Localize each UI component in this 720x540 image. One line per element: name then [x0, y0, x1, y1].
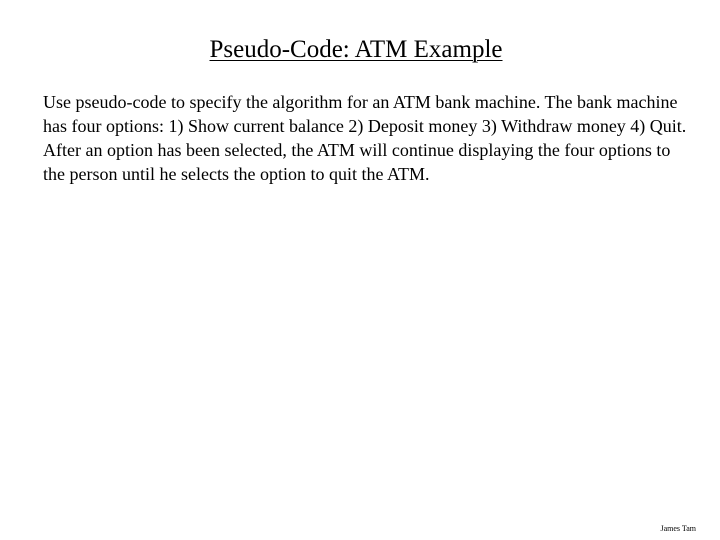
footer-author: James Tam [660, 524, 696, 533]
slide-title: Pseudo-Code: ATM Example [209, 36, 503, 63]
slide-body-text: Use pseudo-code to specify the algorithm for an ATM bank machine. The bank machine has four options: 1) Show current balance 2) Deposit money 3) Withdraw money 4) Quit. After an option has been selected, the ATM will continue displaying the four options to the person until he selects the option to quit the ATM. [43, 92, 687, 184]
